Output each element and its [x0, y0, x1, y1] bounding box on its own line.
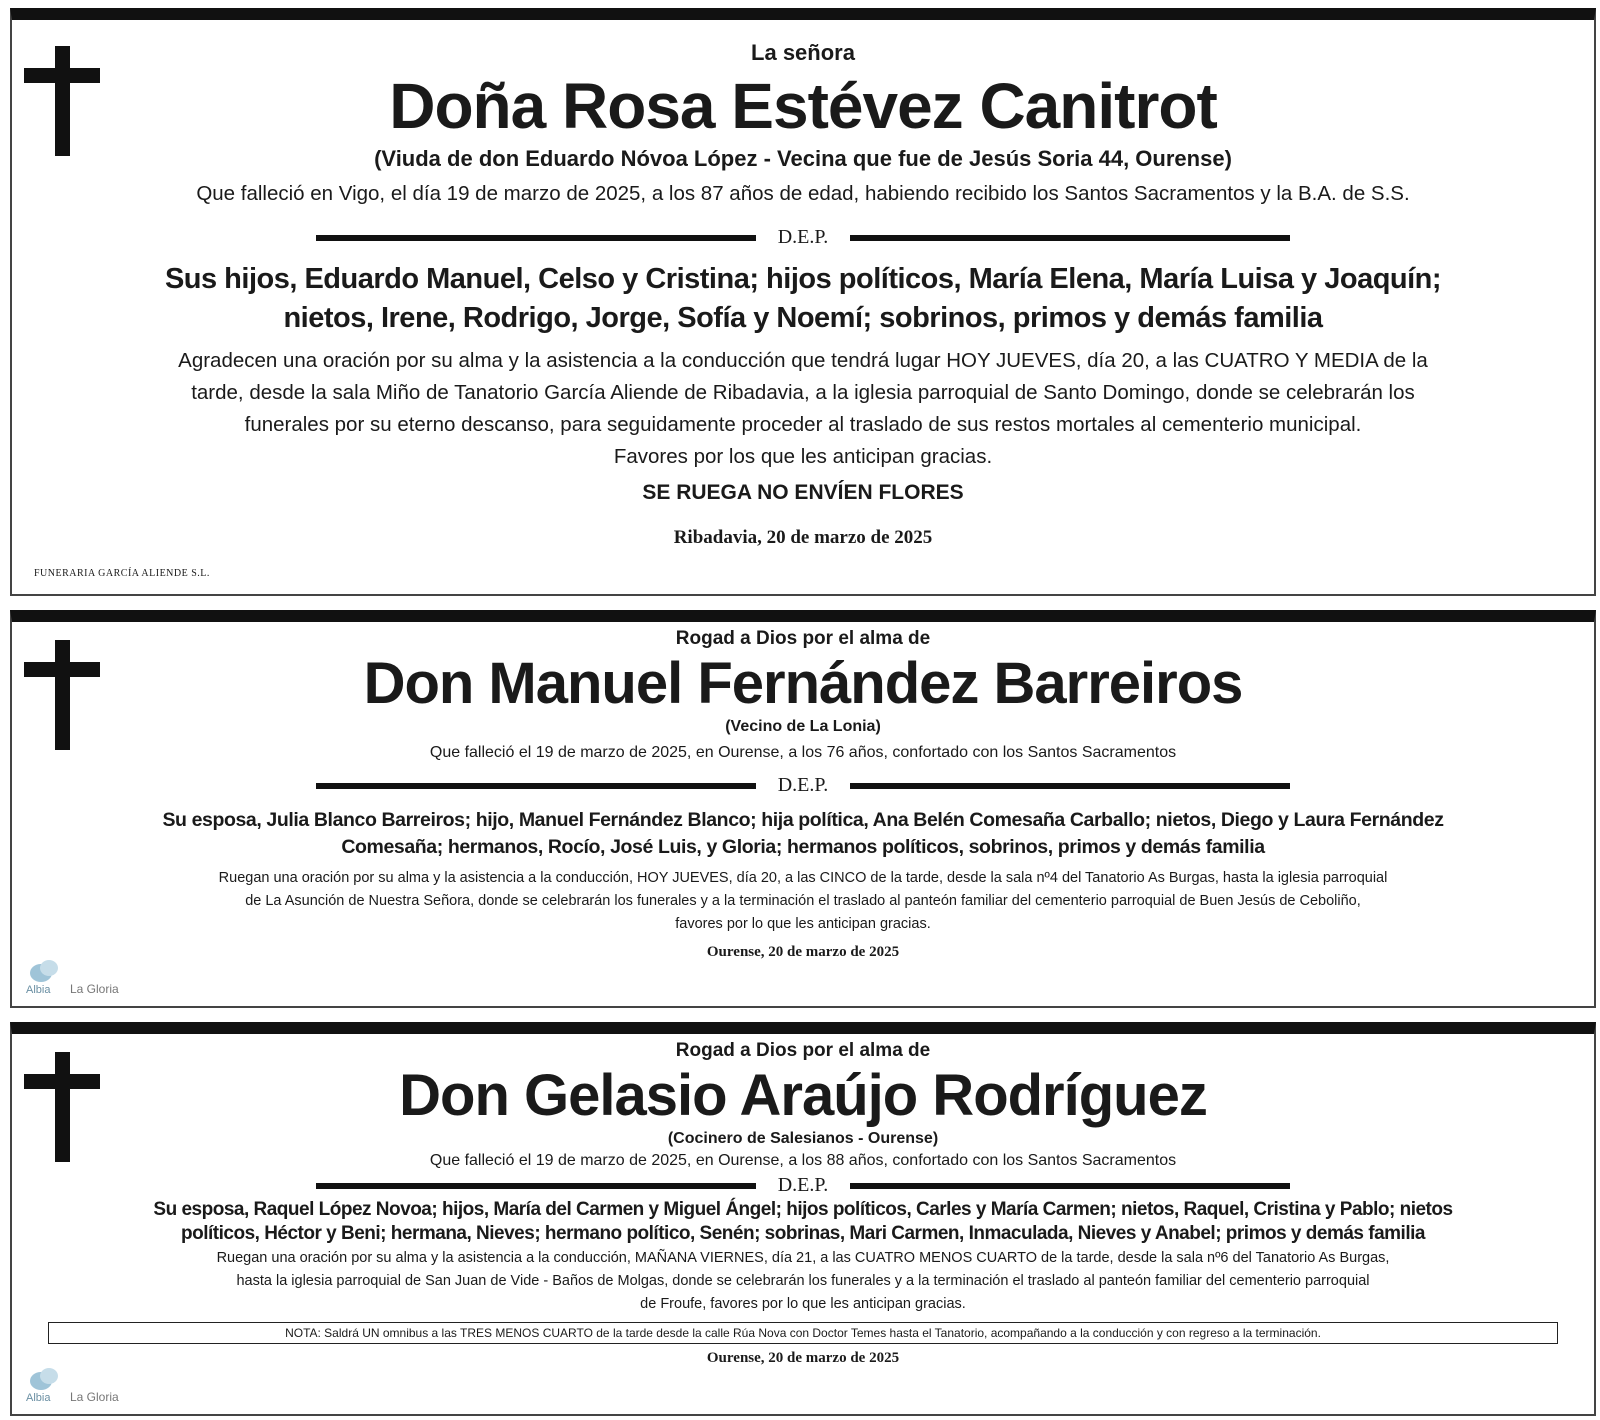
dep-divider — [12, 226, 1594, 249]
death-details: Que falleció en Vigo, el día 19 de marzo de 2025, a los 87 años de edad, habiendo recibido los Santos Sacramentos y la B.A. de S.S. — [196, 182, 1410, 205]
flowers-notice: SE RUEGA NO ENVÍEN FLORES — [642, 481, 964, 504]
body-line-3: favores por lo que les anticipan gracias. — [675, 916, 931, 932]
body-line-1: Agradecen una oración por su alma y la asistencia a la conducción que tendrá lugar HOY JUEVES, día 20, a las CUATRO Y MEDIA de la — [178, 349, 1428, 372]
death-details: Que falleció el 19 de marzo de 2025, en Ourense, a los 88 años, confortado con los Santos Sacramentos — [429, 1152, 1177, 1169]
cross-icon — [24, 46, 100, 156]
body-line-4: Favores por los que les anticipan gracias. — [613, 445, 993, 468]
death-details: Que falleció el 19 de marzo de 2025, en Ourense, a los 76 años, confortado con los Santos Sacramentos — [429, 744, 1177, 761]
family-line-1: Sus hijos, Eduardo Manuel, Celso y Cristina; hijos políticos, María Elena, María Luisa y Joaquín; — [164, 263, 1442, 295]
obituary-notice-3 — [10, 1022, 1596, 1416]
funeral-home-logo — [26, 1368, 119, 1404]
family-line-2: Comesaña; hermanos, Rocío, José Luis, y Gloria; hermanos políticos, sobrinos, primos y demás familia — [341, 836, 1265, 858]
notice-intro: La señora — [751, 40, 855, 65]
family-line-1: Su esposa, Julia Blanco Barreiros; hijo, Manuel Fernández Blanco; hija política, Ana Belén Comesaña Carballo; nietos, Diego y Laura Fernández — [162, 809, 1444, 831]
body-line-3: funerales por su eterno descanso, para seguidamente proceder al traslado de sus restos mortales al cementerio municipal. — [244, 413, 1362, 436]
obituary-notice-1 — [10, 8, 1596, 596]
logo-la-gloria: La Gloria — [70, 982, 119, 996]
deceased-name: Don Manuel Fernández Barreiros — [363, 651, 1243, 716]
logo-albia: Albia — [26, 984, 51, 996]
logo-la-gloria: La Gloria — [70, 1390, 119, 1404]
notice-intro: Rogad a Dios por el alma de — [675, 628, 931, 649]
place-date: Ribadavia, 20 de marzo de 2025 — [673, 527, 933, 548]
family-line-2: nietos, Irene, Rodrigo, Jorge, Sofía y Noemí; sobrinos, primos y demás familia — [283, 302, 1323, 334]
dep-label: D.E.P. — [777, 226, 829, 248]
body-line-1: Ruegan una oración por su alma y la asistencia a la conducción, MAÑANA VIERNES, día 21, a las CUATRO MENOS CUARTO de la tarde, desde la sala nº6 del Tanatorio As Burgas, — [216, 1250, 1390, 1266]
place-date: Ourense, 20 de marzo de 2025 — [706, 944, 900, 960]
funeraria-credit: FUNERARIA GARCÍA ALIENDE S.L. — [34, 568, 210, 579]
body-line-2: tarde, desde la sala Miño de Tanatorio García Aliende de Ribadavia, a la iglesia parroquial de Santo Domingo, donde se celebrarán los — [191, 381, 1415, 404]
logo-albia: Albia — [26, 1392, 51, 1404]
cross-icon — [24, 1052, 100, 1162]
deceased-name: Don Gelasio Araújo Rodríguez — [399, 1063, 1207, 1128]
body-line-3: de Froufe, favores por lo que les anticipan gracias. — [640, 1296, 966, 1312]
dep-divider — [12, 774, 1594, 797]
dep-divider — [12, 1174, 1594, 1197]
family-line-2: políticos, Héctor y Beni; hermana, Nieves; hermano político, Senén; sobrinas, Mari Carmen, Inmaculada, Nieves y Anabel; primos y demás familia — [181, 1223, 1425, 1244]
place-date: Ourense, 20 de marzo de 2025 — [706, 1350, 900, 1366]
body-line-1: Ruegan una oración por su alma y la asistencia a la conducción, HOY JUEVES, día 20, a las CINCO de la tarde, desde la sala nº4 del Tanatorio As Burgas, hasta la iglesia parroquial — [218, 870, 1388, 886]
obituary-notice-2 — [10, 610, 1596, 1008]
deceased-subtitle: (Cocinero de Salesianos - Ourense) — [667, 1130, 939, 1147]
deceased-name: Doña Rosa Estévez Canitrot — [389, 70, 1217, 142]
nota-box: NOTA: Saldrá UN omnibus a las TRES MENOS CUARTO de la tarde desde la calle Rúa Nova con Doctor Temes hasta el Tanatorio, acompañando a la conducción y con regreso a la terminación. — [48, 1322, 1558, 1344]
funeral-home-logo — [26, 960, 119, 996]
family-line-1: Su esposa, Raquel López Novoa; hijos, María del Carmen y Miguel Ángel; hijos políticos, Carles y María Carmen; nietos, Raquel, Cristina y Pablo; nietos — [153, 1199, 1453, 1220]
body-line-2: hasta la iglesia parroquial de San Juan de Vide - Baños de Molgas, donde se celebrarán los funerales y a la terminación el traslado al panteón familiar del cementerio parroquial — [236, 1273, 1370, 1289]
body-line-2: de La Asunción de Nuestra Señora, donde se celebrarán los funerales y a la terminación el traslado al panteón familiar del cementerio parroquial de Buen Jesús de Ceboliño, — [245, 893, 1361, 909]
deceased-subtitle: (Vecino de La Lonia) — [725, 718, 881, 735]
dep-label: D.E.P. — [777, 774, 829, 796]
deceased-subtitle: (Viuda de don Eduardo Nóvoa López - Vecina que fue de Jesús Soria 44, Ourense) — [374, 146, 1232, 171]
notice-intro: Rogad a Dios por el alma de — [675, 1040, 931, 1061]
cross-icon — [24, 640, 100, 750]
dep-label: D.E.P. — [777, 1174, 829, 1196]
